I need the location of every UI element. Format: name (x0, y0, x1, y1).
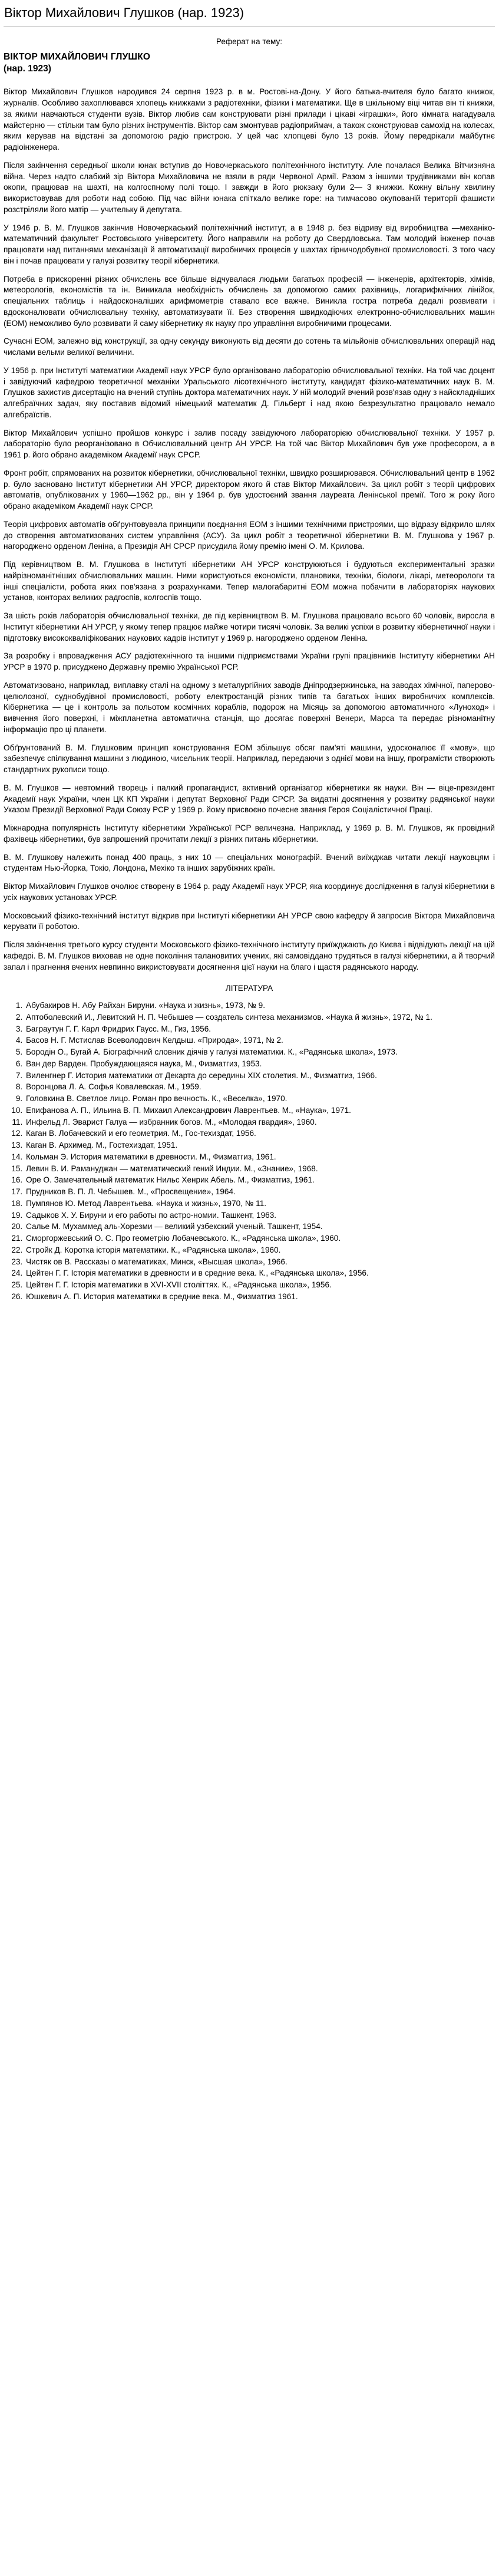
body-text (4, 87, 495, 973)
paragraph: Під керівництвом В. М. Глушкова в Інституті кібернетики АН УРСР конструюються і будуються експериментальні зразки найрізноманітніших обчислювальних машин. Ними користуються економісти, плановики, техніки, біологи, лікарі, метеорологи та інші спеціалісти, робота яких пов'язана з розрахунками. Тепер малогабаритні ЕОМ можна побачити в лабораторіях наукових установ, конторах великих радгоспів, колгоспів тощо. (4, 560, 495, 602)
literature-title: ЛІТЕРАТУРА (225, 984, 273, 993)
literature-item: 5. Бородін О., Бугай А. Біографічний словник діячів у галузі математики. К., «Радянська школа», 1973. (25, 1047, 495, 1058)
paragraph: Після закінчення середньої школи юнак вступив до Новочеркаського політехнічного інституту. Але почалася Велика Вітчизняна війна. Через надто слабкий зір Віктора Михайловича не взяли в ряди Червоної Армії. Разом з іншими трудівниками він копав окопи, працював на шахті, на колгоспному полі тощо. І завжди в його рюкзаку були 2— 3 книжки. Кожну вільну хвилину використовував для роботи над собою. Під час війни юнака спіткало велике горе: на тимчасово окупованій території фашисти розстріляли його матір — учительку й депутата. (4, 160, 495, 214)
literature-item: 2. Аптоболевский И., Левитский Н. П. Чебышев — создатель синтеза механизмов. «Наука й жизнь», 1972, № 1. (25, 1012, 495, 1023)
literature-item: 4. Басов Н. Г. Мстислав Всеволодович Келдыш. «Природа», 1971, № 2. (25, 1035, 495, 1046)
literature-list (4, 1000, 495, 1303)
page-title: Віктор Михайлович Глушков (нар. 1923) (4, 0, 495, 27)
literature-item: 1. Абубакиров Н. Абу Райхан Бируни. «Наука и жизнь», 1973, № 9. (25, 1000, 495, 1012)
literature-item: 26. Юшкевич А. П. История математики в средние века. М., Физматгиз 1961. (25, 1292, 495, 1303)
literature-item: 21. Сморгоржевський О. С. Про геометрію Лобачевського. К., «Радянська школа», 1960. (25, 1233, 495, 1244)
paragraph: Після закінчення третього курсу студенти Московського фізико-технічного інституту приїжджають до Києва і відвідують лекції на цій кафедрі. В. М. Глушков виховав не одне покоління талановитих учених, які самовіддано трудяться в галузі кібернетики, а й творчий запал і прагнення вчених невпинно викристовувати досягнення цієї науки на благо і щастя радянського народу. (4, 940, 495, 971)
document-heading: ВІКТОР МИХАЙЛОВИЧ ГЛУШКО (4, 52, 151, 62)
literature-item: 22. Стройк Д. Коротка історія математики. К., «Радянська школа», 1960. (25, 1245, 495, 1256)
paragraph: У 1956 р. при Інституті математики Академії наук УРСР було організовано лабораторію обчислювальної техніки. На той час доцент і завідуючий кафедрою теоретичної механіки Уральського лісотехнічного інституту, кандидат фізико-математичних наук В. М. Глушков захистив дисертацію на вчений ступінь доктора математичних наук. У ній молодий вчений розв'язав одну з найскладніших алгебраїчних задач, яку поставив відомий німецький математик Д. Гільберт і над якою безрезультатно працювало немало алгебраїстів. (4, 365, 495, 419)
paragraph: В. М. Глушкову належить понад 400 праць, з них 10 — спеціальних монографій. Вчений виїжджав читати лекції науковцям і студентам Нью-Йорка, Токіо, Лондона, Мехіко та інших зарубіжних країн. (4, 852, 495, 873)
paragraph: Віктор Михайлович Глушков народився 24 серпня 1923 р. в м. Ростові-на-Дону. У його батька-вчителя було багато книжок, журналів. Особливо захоплювався хлопець книжками з радіотехніки, фізики і математики. Ще в шкільному віці читав він ті книжки, за якими навчаються студенти вузів. Віктор любив сам конструювати різні прилади і цікаві «іграшки», його кімната нагадувала майстерню — стільки там було різних інструментів. Віктор сам змонтував радіоприймач, а також сконструював самохід на колесах, яким керував на відстані за допомогою радіо пристрою. У цей час хлопцеві було 13 років. Йому передрікали майбутнє радіоінженера. (4, 87, 495, 152)
literature-item: 19. Садыков Х. У. Бируни и его работы по астро-номии. Ташкент, 1963. (25, 1210, 495, 1221)
paragraph: У 1946 р. В. М. Глушков закінчив Новочеркаський політехнічний інститут, а в 1948 р. без відриву від виробництва —механіко-математичний факультет Ростовського університету. Його направили на роботу до Свердловська. Там молодий інженер почав працювати над питаннями механізації й автоматизації виробничих процесів у шахтах гірничодобувної промисловості. З того часу він і почав працювати у галузі розвитку теорії кібернетики. (4, 223, 495, 265)
literature-item: 9. Головкина В. Светлое лицо. Роман про вечность. К., «Веселка», 1970. (25, 1093, 495, 1105)
literature-item: 11. Инфельд Л. Эварист Галуа — избранник богов. М., «Молодая гвардия», 1960. (25, 1117, 495, 1128)
paragraph: Потреба в прискоренні різних обчислень все більше відчувалася людьми багатьох професій — інженерів, архітекторів, хіміків, метеорологів, економістів та ін. Виникала необхідність обчислень за допомогою самих рахівниць, логарифмічних лінійок, спеціальних таблиць і найдосконаліших арифмометрів ставало все важче. Виникла гостра потреба дедалі розвивати і вдосконалювати обчислювальну техніку, автоматизувати її. Без створення швидкодіючих електронно-обчислювальних машин (ЕОМ) неможливо було розвивати й саму кібернетику як науку про управління виробничими процесами. (4, 274, 495, 328)
abstract-label: Реферат на тему: (216, 37, 283, 47)
literature-item: 13. Каган В. Архимед. М., Гостехиздат, 1951. (25, 1140, 495, 1151)
paragraph: Автоматизовано, наприклад, виплавку сталі на одному з металургійних заводів Дніпродзержинська, на заводах хімічної, паперово-целюлозної, суднобудівної промисловості, роботу електростанцій різних типів та багатьох інших виробничих комплексів. Кібернетика — це і контроль за польотом космічних кораблів, подорож на Місяць за допомогою автоматичного «Луноход» і вивчення його поверхні, і міжпланетна автоматична станція, що досягає поверхні Венери, Марса та передає різноманітну інформацію про ці планети. (4, 680, 495, 734)
literature-item: 12. Каган В. Лобачевский и его геометрия. М., Гос-техиздат, 1956. (25, 1128, 495, 1139)
paragraph: Сучасні ЕОМ, залежно від конструкції, за одну секунду виконують від десяти до сотень та мільйонів обчислювальних операцій над числами вельми великої величини. (4, 337, 495, 357)
literature-item: 7. Виленгнер Г. История математики от Декарта до середины XIX столетия. М., Физматгиз, 1966. (25, 1070, 495, 1082)
literature-item: 16. Оре О. Замечательный математик Нильс Хенрик Абель. М., Физматгиз, 1961. (25, 1175, 495, 1186)
paragraph: Міжнародна популярність Інституту кібернетики Української РСР величезна. Наприклад, у 1969 р. В. М. Глушков, як провідний фахівець кібернетики, був запрошений прочитати лекції з різних питань кібернетики. (4, 823, 495, 844)
literature-item: 24. Цейтен Г. Г. Історія математики в древности и в средние века. К., «Радянська школа», 1956. (25, 1268, 495, 1279)
literature-item: 20. Салье М. Мухаммед аль-Хорезми — великий узбекский ученый. Ташкент, 1954. (25, 1221, 495, 1233)
literature-item: 18. Пумпянов Ю. Метод Лаврентьева. «Наука и жизнь», 1970, № 11. (25, 1198, 495, 1210)
paragraph: Обґрунтований В. М. Глушковим принцип конструювання ЕОМ збільшує обсяг пам'яті машини, удосконалює її «мову», що забезпечує спілкування машини з людиною, чисельник теорії. Наприклад, передаючи з однієї мови на іншу, програмісти створюють стандартних рукописи тощо. (4, 743, 495, 775)
literature-item: 25. Цейтен Г. Г. Історія математики в XVI-XVII століттях. К., «Радянська школа», 1956. (25, 1280, 495, 1291)
paragraph: Фронт робіт, спрямованих на розвиток кібернетики, обчислювальної техніки, швидко розширювався. Обчислювальний центр в 1962 р. було засновано Інститут кібернетики АН УРСР, директором якого й став Віктор Михайлович. За цикл робіт з теорії цифрових автоматів, опублікованих у 1960—1962 рр., він у 1964 р. був удостоєний звання лауреата Ленінської премії. Того ж року його обрано академіком Академії наук СРСР. (4, 468, 495, 511)
paragraph: Теорія цифрових автоматів обґрунтовувала принципи поєднання ЕОМ з іншими технічними пристроями, що відразу відкрило шлях до створення автоматизованих систем управління (АСУ). За цикл робіт з теоретичної кібернетики В. М. Глушкова у 1967 р. нагороджено орденом Леніна, а Президія АН СРСР присудила йому премію імені О. М. Крилова. (4, 519, 495, 551)
literature-item: 8. Воронцова Л. А. Софья Ковалевская. М., 1959. (25, 1082, 495, 1093)
paragraph: Віктор Михайлович успішно пройшов конкурс і залив посаду завідуючого лабораторією обчислювальної техніки. У 1957 р. лабораторію було реорганізовано в Обчислювальний центр АН УРСР. На той час Віктор Михайлович був уже професором, а в 1961 р. його обрано академіком Академії наук СРСР. (4, 428, 495, 460)
paragraph: Віктор Михайлович Глушков очолює створену в 1964 р. раду Академії наук УРСР, яка координує дослідження в галузі кібернетики в усіх наукових установах УРСР. (4, 882, 495, 902)
literature-item: 23. Чистяк ов В. Рассказы о математиках, Минск, «Высшая школа», 1966. (25, 1257, 495, 1268)
literature-item: 3. Баграутун Г. Г. Карл Фридрих Гаусс. М., Гиз, 1956. (25, 1024, 495, 1035)
paragraph: Московський фізико-технічний інститут відкрив при Інституті кібернетики АН УРСР свою кафедру й запросив Віктора Михайловича керувати її роботою. (4, 911, 495, 931)
document-heading-years: (нар. 1923) (4, 64, 51, 74)
literature-item: 6. Ван дер Варден. Пробуждающаяся наука, М., Физматгиз, 1953. (25, 1059, 495, 1070)
paragraph: За шість років лабораторія обчислювальної техніки, де під керівництвом В. М. Глушкова працювало всього 60 чоловік, виросла в Інститут кібернетики АН УРСР, у якому тепер працює майже чотири тисячі чоловік. За великі успіхи в розвитку кібернетичної науки і підготовку висококваліфікованих наукових кадрів інститут у 1969 р. нагороджено орденом Леніна. (4, 611, 495, 643)
literature-item: 10. Епифанова А. П., Ильина В. П. Михаил Александрович Лаврентьев. М., «Наука», 1971. (25, 1105, 495, 1116)
literature-item: 14. Кольман Э. История математики в древности. М., Физматгиз, 1961. (25, 1152, 495, 1163)
paragraph: За розробку і впровадження АСУ радіотехнічного та іншими підприємствами України групі працівників Інституту кібернетики АН УРСР в 1970 р. присуджено Державну премію Української РСР. (4, 651, 495, 672)
literature-item: 17. Прудников В. П. Л. Чебышев. М., «Просвещение», 1964. (25, 1187, 495, 1198)
paragraph: В. М. Глушков — невтомний творець і палкий пропагандист, активний організатор кібернетики як науки. Він — віце-президент Академії наук України, член ЦК КП України і депутат Верховної Ради СРСР. За видатні досягнення у розвитку радянської науки Указом Президії Верховної Ради Союзу РСР у 1969 р. йому присвоєно почесне звання Героя Соціалістичної Праці. (4, 783, 495, 815)
literature-item: 15. Левин В. И. Рамануджан — математический гений Индии. М., «Знание», 1968. (25, 1164, 495, 1175)
